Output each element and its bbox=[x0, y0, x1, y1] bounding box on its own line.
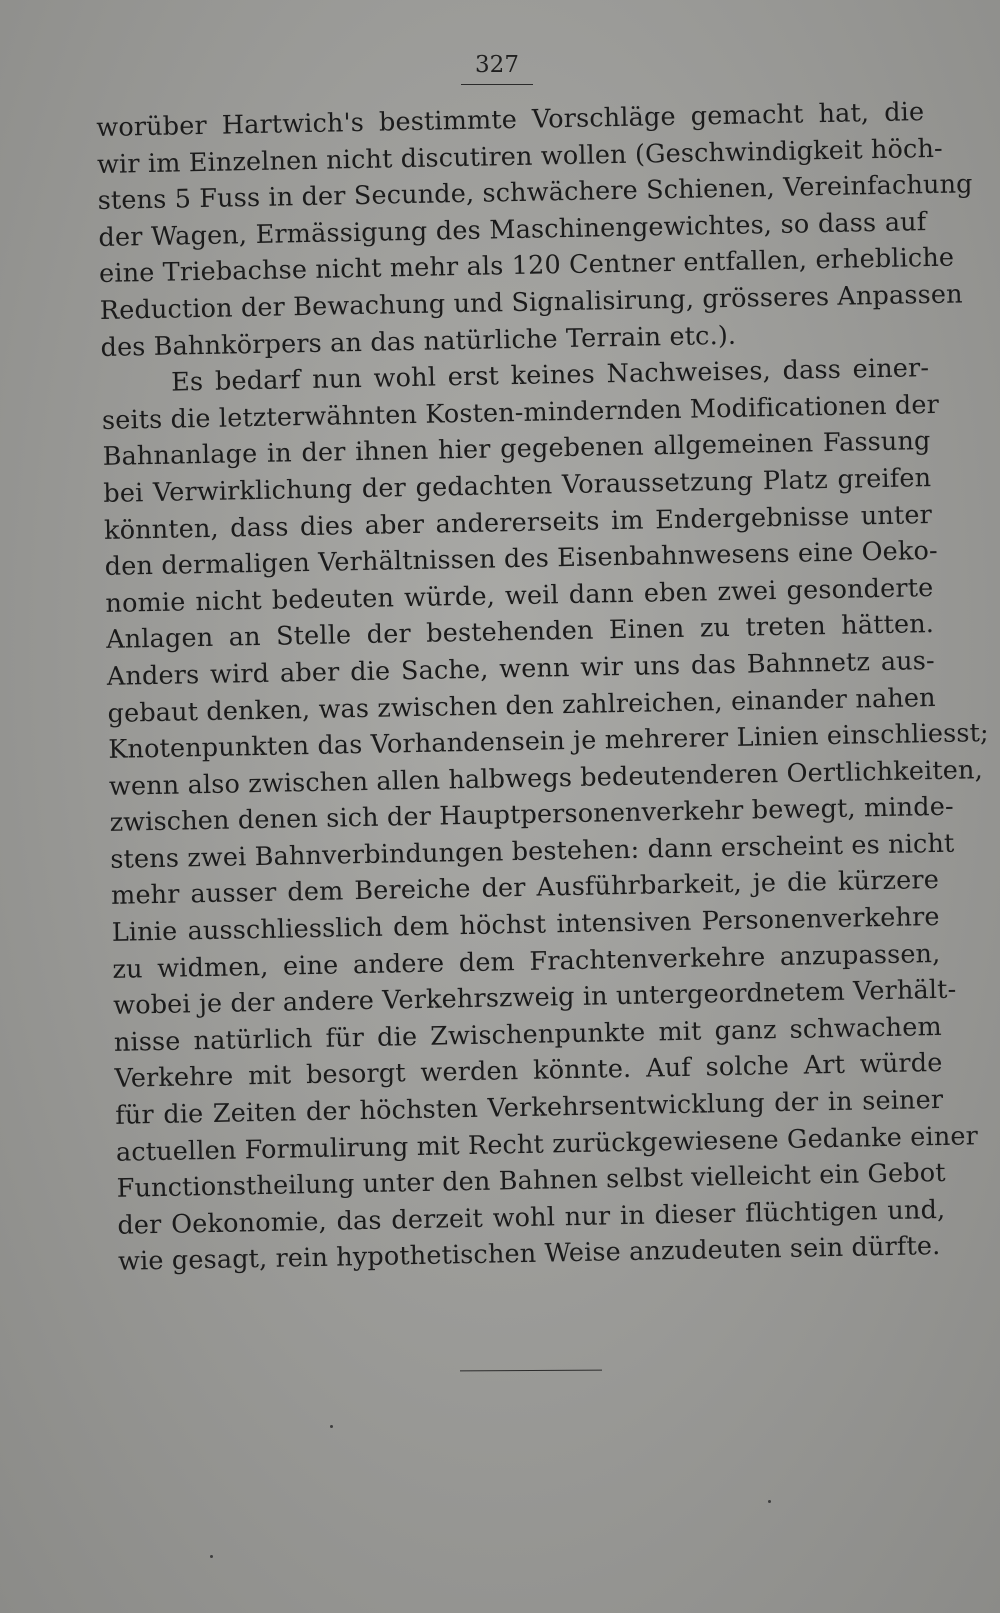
paper-speck bbox=[768, 1500, 771, 1503]
text-line: nomie nicht bedeuten würde, weil dann eben zwei gesonderte bbox=[105, 572, 934, 619]
paper-speck bbox=[330, 1425, 333, 1428]
text-line: actuellen Formulirung mit Recht zurückgewiesene Gedanke einer bbox=[115, 1120, 979, 1168]
text-line: der Oekonomie, das derzeit wohl nur in dieser flüchtigen und, bbox=[117, 1194, 946, 1241]
page-number: 327 bbox=[461, 52, 533, 85]
text-line: des Bahnkörpers an das natürliche Terrain etc.). bbox=[100, 320, 737, 363]
end-rule bbox=[460, 1370, 602, 1372]
text-line: könnten, dass dies aber andererseits im Endergebnisse unter bbox=[103, 499, 933, 546]
text-line: mehr ausser dem Bereiche der Ausführbarkeit, je die kürzere bbox=[110, 865, 940, 912]
text-line: Es bedarf nun wohl erst keines Nachweises, dass einer- bbox=[170, 353, 930, 398]
text-line: wir im Einzelnen nicht discutiren wollen (Geschwindigkeit höch- bbox=[96, 133, 944, 180]
text-line: Linie ausschliesslich dem höchst intensiven Personenverkehre bbox=[111, 902, 940, 948]
text-line: Verkehre mit besorgt werden könnte. Auf solche Art würde bbox=[114, 1048, 943, 1095]
text-line: wenn also zwischen allen halbwegs bedeutenderen Oertlichkeiten, bbox=[108, 754, 984, 802]
text-line: stens zwei Bahnverbindungen bestehen: dann erscheint es nicht bbox=[110, 828, 955, 875]
text-line: wie gesagt, rein hypothetischen Weise anzudeuten sein dürfte. bbox=[117, 1231, 941, 1278]
text-line: zu widmen, eine andere dem Frachtenverkehre anzupassen, bbox=[112, 938, 941, 985]
page-header bbox=[0, 52, 1000, 85]
text-line: bei Verwirklichung der gedachten Voraussetzung Platz greifen bbox=[103, 462, 932, 509]
text-line: nisse natürlich für die Zwischenpunkte mit ganz schwachem bbox=[113, 1011, 943, 1058]
text-line: Functionstheilung unter den Bahnen selbst vielleicht ein Gebot bbox=[116, 1158, 946, 1205]
text-line: Anders wird aber die Sache, wenn wir uns das Bahnnetz aus- bbox=[106, 645, 936, 692]
paper-speck bbox=[210, 1555, 213, 1558]
text-line: Reduction der Bewachung und Signalisirung, grösseres Anpassen bbox=[99, 279, 963, 326]
body-text bbox=[96, 94, 989, 1281]
text-line: Knotenpunkten das Vorhandensein je mehrerer Linien einschliesst; bbox=[108, 718, 989, 765]
text-line: worüber Hartwich's bestimmte Vorschläge gemacht hat, die bbox=[96, 97, 925, 143]
text-line: Anlagen an Stelle der bestehenden Einen zu treten hätten. bbox=[105, 609, 935, 656]
text-line: stens 5 Fuss in der Secunde, schwächere Schienen, Vereinfachung bbox=[97, 169, 973, 217]
text-line: zwischen denen sich der Hauptpersonenverkehr bewegt, minde- bbox=[109, 791, 954, 839]
text-line: den dermaligen Verhältnissen des Eisenbahnwesens eine Oeko- bbox=[104, 536, 939, 583]
text-line: Bahnanlage in der ihnen hier gegebenen allgemeinen Fassung bbox=[102, 426, 931, 473]
text-line: seits die letzterwähnten Kosten-mindernden Modificationen der bbox=[101, 389, 940, 436]
text-line: wobei je der andere Verkehrszweig in untergeordnetem Verhält- bbox=[112, 974, 957, 1022]
text-line: der Wagen, Ermässigung des Maschinengewichtes, so dass auf bbox=[98, 206, 927, 253]
text-line: eine Triebachse nicht mehr als 120 Centner entfallen, erhebliche bbox=[98, 242, 955, 290]
text-line: gebaut denken, was zwischen den zahlreichen, einander nahen bbox=[107, 682, 936, 729]
text-line: für die Zeiten der höchsten Verkehrsentwicklung der in seiner bbox=[115, 1084, 944, 1131]
